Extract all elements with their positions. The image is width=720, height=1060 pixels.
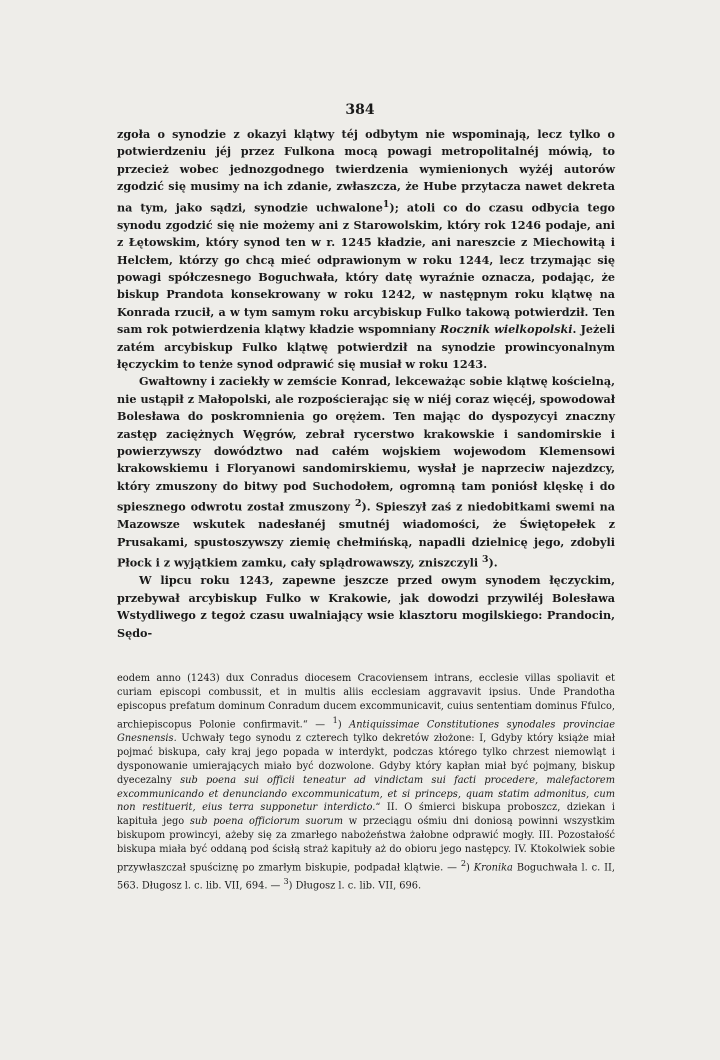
footnote-text-c: Uchwały tego synodu z czterech tylko dekretów złożone: I, Gdyby który książe miał pojmać biskupa, cały kraj jego popada w interdykt, podczas którego tylko chrzest niemowląt i dysponowanie umierających miało być dozwolone. Gdyby który kapłan miał być pojmany, biskup dyecezalny	[117, 732, 615, 786]
footnote-marker-1: 1	[332, 714, 338, 725]
paragraph-3: W lipcu roku 1243, zapewne jeszcze przed owym synodem łęczyckim, przebywał arcybiskup Fulko w Krakowie, jak dowodzi przywiléj Bolesława Wstydliwego z tegoż czasu uwalniający wsie klasztoru mogilskiego: Prandocin, Sędo-	[117, 573, 615, 640]
footnote-text-a: eodem anno (1243) dux Conradus diocesem Cracoviensem intrans, ecclesie villas spoliavit et curiam episcopi combussit, et in multis aliis ecclesiam aggravavit ipsius. Unde Prandotha episcopus prefatum dominum Conradum ducem excommunicavit, cuius sententiam dominus Ffulco, archiepiscopus Polonie confirmavit.“ —	[117, 673, 615, 730]
footnote-italic-3: sub poena officiorum suorum	[189, 816, 344, 828]
footnote-ref-2: 2	[354, 498, 362, 510]
paragraph-1-text-b: ; atoli co do czasu odbycia tego synodu zgodzić się nie możemy ani z Starowolskim, który rok 1246 podaje, ani z Łętowskim, który synod ten w r. 1245 kładzie, ani nareszcie z Miechowitą i Helcłem, którzy go chcą mieć odprawionym w roku 1244, lecz trzymając się powagi spółczesnego Boguchwała, który datę wyraźnie oznacza, podając, że biskup Prandota konsekrowany w roku 1242, w następnym roku klątwę na Konrada rzucił, a w tym samym roku arcybiskup Fulko takową potwierdził. Ten sam rok potwierdzenia klątwy kładzie wspomniany	[117, 200, 615, 337]
footnote-block	[117, 672, 615, 893]
footnote-text-b: )	[337, 718, 350, 730]
footnote-marker-3: 3	[283, 876, 289, 887]
paragraph-1-text-a: zgoła o synodzie z okazyi klątwy téj odbytym nie wspominają, lecz tylko o potwierdzeniu jéj przez Fulkona mocą powagi metropolitalnéj mówią, to przecież wobec jednozgodnego twierdzenia wymienionych wyżéj autorów zgodzić się musimy na ich zdanie, zwłaszcza, że Hube przytacza nawet dekreta na tym, jako sądzi, synodzie uchwalone	[117, 127, 615, 215]
footnote-italic-1: Antiquissimae Constitutiones synodales provinciae Gnesnensis.	[117, 718, 615, 744]
paragraph-2-text-c: ).	[488, 555, 498, 570]
paragraph-1: zgoła o synodzie z okazyi klątwy téj odbytym nie wspominają, lecz tylko o potwierdzeniu jéj przez Fulkona mocą powagi metropolitalnéj mówią, to przecież wobec jednozgodnego twierdzenia wymienionych wyżéj autorów zgodzić się musimy na ich zdanie, zwłaszcza, że Hube przytacza nawet dekreta na tym, jako sądzi, synodzie uchwalone$^1$); atoli co do czasu odbycia tego synodu zgodzić się nie możemy ani z Starowolskim, który rok 1246 podaje, ani z Łętowskim, który synod ten w r. 1245 kładzie, ani nareszcie z Miechowitą i Helcłem, którzy go chcą mieć odprawionym w roku 1244, lecz trzymając się powagi spółczesnego Boguchwała, który datę wyraźnie oznacza, podając, że biskup Prandota konsekrowany w roku 1242, w następnym roku klątwę na Konrada rzucił, a w tym samym roku arcybiskup Fulko takową potwierdził. Ten sam rok potwierdzenia klątwy kładzie wspomniany Rocznik wielkopolski. Jeżeli zatém arcybiskup Fulko klątwę potwierdził na synodzie prowincyonalnym łęczyckim to tenże synod odprawić się musiał w roku 1243.	[117, 127, 615, 372]
footnote-text-h: ) Długosz l. c. lib. VII, 696.	[288, 880, 422, 892]
footnote-italic-2: sub poena sui officii teneatur ad vindictam sui facti procedere, malefactorem excommunicando et denunciando excommunicatum, et si princeps, quam statim admonitus, cum non restituerit, eius terra supponetur interdicto.	[117, 774, 615, 814]
footnote-text-g: Boguchwała l. c. II, 563. Długosz l. c. lib. VII, 694. —	[117, 862, 615, 892]
main-text	[117, 126, 615, 642]
footnotes	[117, 672, 615, 893]
rocznik-title: Rocznik wielkopolski	[439, 322, 573, 337]
footnote-text-e: w przeciągu ośmiu dni doniosą powinni wszystkim biskupom prowincyi, ażeby się za zmarłego nabożeństwa żałobne odprawić mogły. III. Pozostałość biskupa miała być oddaną pod ścisłą straż kapituły aż do obioru jego następcy. IV. Ktokolwiek sobie przywłaszczał spuściznę po zmarłym biskupie, podpadał klątwie. —	[117, 816, 615, 874]
paragraph-2-text-a: Gwałtowny i zaciekły w zemście Konrad, lekceważąc sobie klątwę kościelną, nie ustąpił z Małopolski, ale rozpościerając się w niéj coraz więcéj, spowodował Bolesława do poskromnienia go orężem. Ten mając do dyspozycyi znaczny zastęp zaciężnych Węgrów, zebrał rycerstwo krakowskie i sandomirskie i powierzywszy dowództwo nad całém wojskiem wojewodom Klemensowi krakowskiemu i Floryanowi sandomirskiemu, wysłał je naprzeciw najezdzcy, który zmuszony do bitwy pod Suchodołem, ogromną tam poniósł klęskę i do spiesznego odwrotu został zmuszony	[117, 374, 615, 514]
paragraph-2-text-b: . Spieszył zaś z niedobitkami swemi na Mazowsze wskutek nadesłanéj smutnéj wiadomości, że Świętopełek z Prusakami, spustoszywszy ziemię chełmińską, napadli dzielnicę jego, zdobyli Płock i z wyjątkiem zamku, cały splądrowawszy, zniszczyli	[117, 500, 615, 570]
page-number: 384	[345, 102, 375, 118]
footnote-marker-2: 2	[460, 858, 467, 869]
paragraph-1-text-c: . Jeżeli zatém arcybiskup Fulko klątwę potwierdził na synodzie prowincyonalnym łęczyckim to tenże synod odprawić się musiał w roku 1243.	[117, 322, 615, 372]
paragraph-2: Gwałtowny i zaciekły w zemście Konrad, lekceważąc sobie klątwę kościelną, nie ustąpił z Małopolski, ale rozpościerając się w niéj coraz więcéj, spowodował Bolesława do poskromnienia go orężem. Ten mając do dyspozycyi znaczny zastęp zaciężnych Węgrów, zebrał rycerstwo krakowskie i sandomirskie i powierzywszy dowództwo nad całém wojskiem wojewodom Klemensowi krakowskiemu i Floryanowi sandomirskiemu, wysłał je naprzeciw najezdzcy, który zmuszony do bitwy pod Suchodołem, ogromną tam poniósł klęskę i do spiesznego odwrotu został zmuszony $^2$). Spieszył zaś z niedobitkami swemi na Mazowsze wskutek nadesłanéj smutnéj wiadomości, że Świętopełek z Prusakami, spustoszywszy ziemię chełmińską, napadli dzielnicę jego, zdobyli Płock i z wyjątkiem zamku, cały splądrowawszy, zniszczyli $^3$).	[117, 374, 615, 570]
footnote-text-d: “ II. O śmierci biskupa proboszcz, dziekan i kapituła jego	[117, 802, 615, 828]
footnote-text-f: )	[466, 862, 474, 874]
footnote-italic-4: Kronika	[473, 862, 513, 874]
footnote-divider	[117, 662, 615, 663]
footnote-ref-3: 3	[482, 554, 489, 566]
footnote-ref-1: 1	[382, 198, 390, 210]
